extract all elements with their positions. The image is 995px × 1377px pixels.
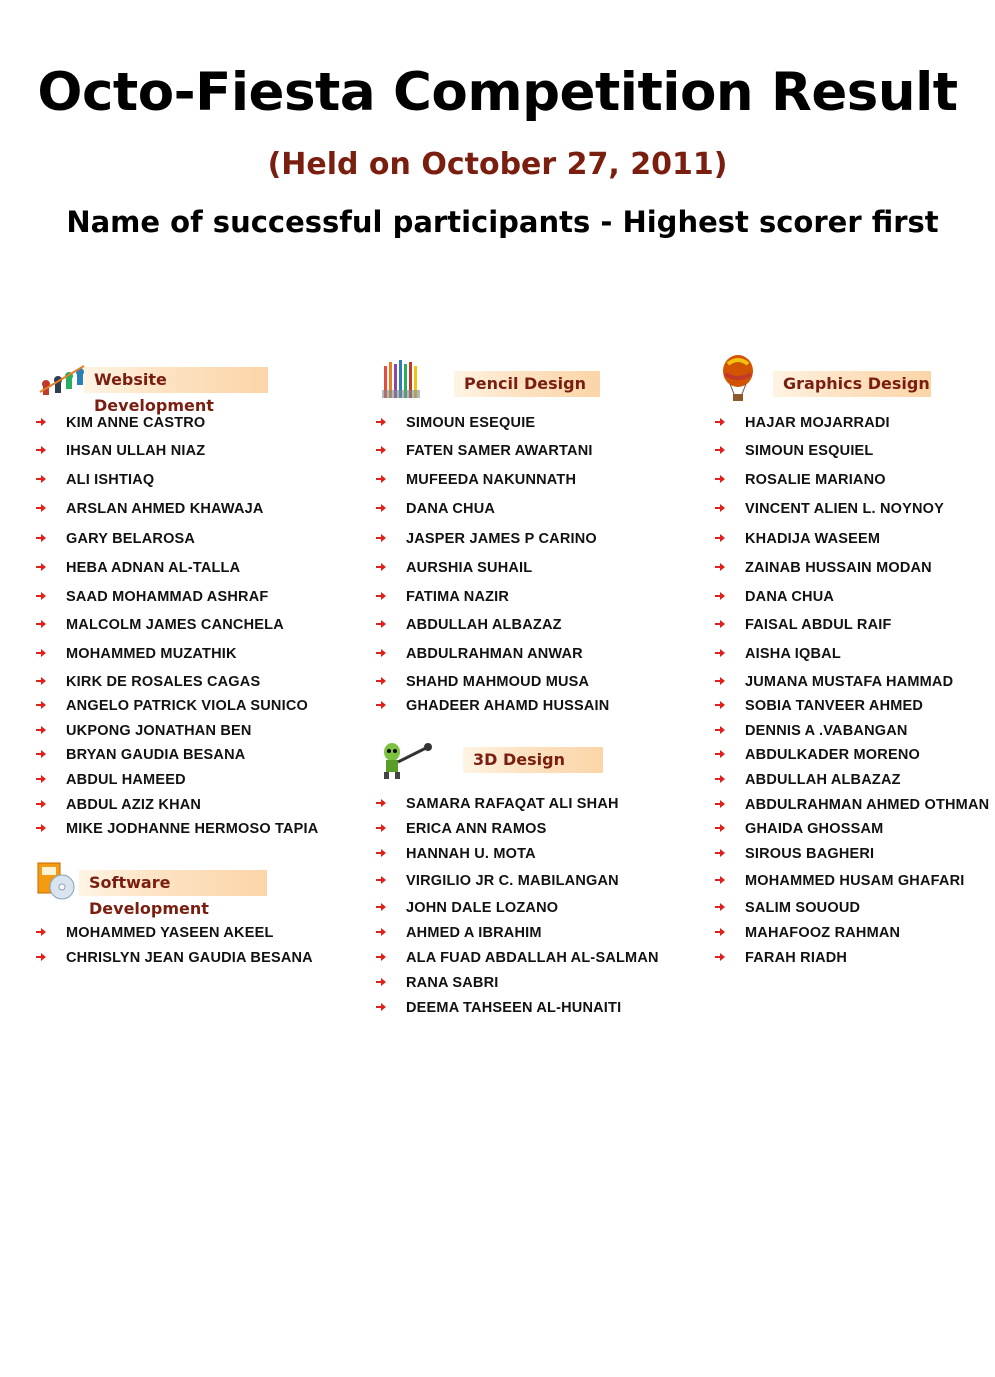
participant-name: CHRISLYN JEAN GAUDIA BESANA xyxy=(66,950,313,966)
arrow-bullet-icon xyxy=(36,799,46,809)
participant-name: SAAD MOHAMMAD ASHRAF xyxy=(66,589,269,605)
arrow-bullet-icon xyxy=(376,700,386,710)
arrow-bullet-icon xyxy=(715,799,725,809)
arrow-bullet-icon xyxy=(715,562,725,572)
page-subtitle: Name of successful participants - Highest scorer first xyxy=(66,205,939,239)
participant-name: ROSALIE MARIANO xyxy=(745,472,886,488)
arrow-bullet-icon xyxy=(715,648,725,658)
participant-name: MUFEEDA NAKUNNATH xyxy=(406,472,577,488)
participant-name: MALCOLM JAMES CANCHELA xyxy=(66,617,284,633)
arrow-bullet-icon xyxy=(36,503,46,513)
participant-name: MOHAMMED HUSAM GHAFARI xyxy=(745,873,965,889)
section-label: Software Development xyxy=(89,873,209,918)
section-header xyxy=(84,367,268,415)
arrow-bullet-icon xyxy=(376,474,386,484)
arrow-bullet-icon xyxy=(715,591,725,601)
section-header xyxy=(773,371,931,397)
participant-name: ERICA ANN RAMOS xyxy=(406,821,547,837)
section-label: Pencil Design xyxy=(464,374,586,393)
arrow-bullet-icon xyxy=(36,445,46,455)
participant-name: ABDULLAH ALBAZAZ xyxy=(745,772,901,788)
participant-name: ZAINAB HUSSAIN MODAN xyxy=(745,560,932,576)
arrow-bullet-icon xyxy=(36,676,46,686)
section-label: 3D Design xyxy=(473,750,565,769)
software-box-icon xyxy=(36,861,82,901)
pencils-icon xyxy=(380,358,424,400)
arrow-bullet-icon xyxy=(376,798,386,808)
participant-name: GARY BELAROSA xyxy=(66,531,196,547)
arrow-bullet-icon xyxy=(36,823,46,833)
arrow-bullet-icon xyxy=(715,676,725,686)
arrow-bullet-icon xyxy=(36,927,46,937)
arrow-bullet-icon xyxy=(715,774,725,784)
arrow-bullet-icon xyxy=(715,749,725,759)
arrow-bullet-icon xyxy=(376,1002,386,1012)
participant-name: SIMOUN ESQUIEL xyxy=(745,443,874,459)
participant-name: HEBA ADNAN AL-TALLA xyxy=(66,560,241,576)
participant-name: JOHN DALE LOZANO xyxy=(406,900,559,916)
arrow-bullet-icon xyxy=(715,503,725,513)
arrow-bullet-icon xyxy=(36,533,46,543)
participant-name: VINCENT ALIEN L. NOYNOY xyxy=(745,501,945,517)
participant-name: BRYAN GAUDIA BESANA xyxy=(66,747,246,763)
participant-name: FATEN SAMER AWARTANI xyxy=(406,443,593,459)
arrow-bullet-icon xyxy=(36,700,46,710)
arrow-bullet-icon xyxy=(715,902,725,912)
participant-name: MAHAFOOZ RAHMAN xyxy=(745,925,901,941)
arrow-bullet-icon xyxy=(376,823,386,833)
arrow-bullet-icon xyxy=(376,445,386,455)
participant-name: IHSAN ULLAH NIAZ xyxy=(66,443,206,459)
arrow-bullet-icon xyxy=(715,417,725,427)
participant-name: MIKE JODHANNE HERMOSO TAPIA xyxy=(66,821,319,837)
participant-name: VIRGILIO JR C. MABILANGAN xyxy=(406,873,619,889)
arrow-bullet-icon xyxy=(36,774,46,784)
arrow-bullet-icon xyxy=(376,648,386,658)
section-header xyxy=(454,371,600,397)
arrow-bullet-icon xyxy=(376,562,386,572)
arrow-bullet-icon xyxy=(376,927,386,937)
arrow-bullet-icon xyxy=(36,474,46,484)
arrow-bullet-icon xyxy=(376,417,386,427)
participant-name: KIRK DE ROSALES CAGAS xyxy=(66,674,261,690)
participant-name: ABDULRAHMAN ANWAR xyxy=(406,646,583,662)
arrow-bullet-icon xyxy=(36,952,46,962)
participant-name: SIROUS BAGHERI xyxy=(745,846,875,862)
arrow-bullet-icon xyxy=(36,591,46,601)
participant-name: ABDUL AZIZ KHAN xyxy=(66,797,202,813)
arrow-bullet-icon xyxy=(376,591,386,601)
arrow-bullet-icon xyxy=(36,562,46,572)
arrow-bullet-icon xyxy=(376,503,386,513)
participant-name: DENNIS A .VABANGAN xyxy=(745,723,908,739)
participant-name: SHAHD MAHMOUD MUSA xyxy=(406,674,590,690)
participant-name: AURSHIA SUHAIL xyxy=(406,560,533,576)
participant-name: JUMANA MUSTAFA HAMMAD xyxy=(745,674,954,690)
arrow-bullet-icon xyxy=(715,725,725,735)
arrow-bullet-icon xyxy=(715,474,725,484)
participant-name: RANA SABRI xyxy=(406,975,499,991)
section-label: Graphics Design xyxy=(783,374,930,393)
people-arrows-icon xyxy=(38,362,90,396)
participant-name: ALA FUAD ABDALLAH AL-SALMAN xyxy=(406,950,659,966)
event-date: (Held on October 27, 2011) xyxy=(267,147,728,182)
arrow-bullet-icon xyxy=(715,848,725,858)
participant-name: ARSLAN AHMED KHAWAJA xyxy=(66,501,264,517)
participant-name: ALI ISHTIAQ xyxy=(66,472,155,488)
participant-name: KHADIJA WASEEM xyxy=(745,531,881,547)
hot-air-balloon-icon xyxy=(720,354,760,404)
arrow-bullet-icon xyxy=(715,533,725,543)
participant-name: UKPONG JONATHAN BEN xyxy=(66,723,252,739)
participant-name: HAJAR MOJARRADI xyxy=(745,415,890,431)
arrow-bullet-icon xyxy=(376,619,386,629)
participant-name: GHADEER AHAMD HUSSAIN xyxy=(406,698,610,714)
arrow-bullet-icon xyxy=(36,619,46,629)
arrow-bullet-icon xyxy=(715,875,725,885)
participant-name: AISHA IQBAL xyxy=(745,646,841,662)
participant-name: ABDULKADER MORENO xyxy=(745,747,920,763)
arrow-bullet-icon xyxy=(715,823,725,833)
participant-name: HANNAH U. MOTA xyxy=(406,846,536,862)
arrow-bullet-icon xyxy=(376,533,386,543)
arrow-bullet-icon xyxy=(715,619,725,629)
arrow-bullet-icon xyxy=(715,700,725,710)
arrow-bullet-icon xyxy=(376,848,386,858)
arrow-bullet-icon xyxy=(36,725,46,735)
arrow-bullet-icon xyxy=(36,417,46,427)
participant-name: ABDULRAHMAN AHMED OTHMAN xyxy=(745,797,990,813)
participant-name: SOBIA TANVEER AHMED xyxy=(745,698,924,714)
participant-name: SAMARA RAFAQAT ALI SHAH xyxy=(406,796,619,812)
arrow-bullet-icon xyxy=(36,749,46,759)
section-label: Website Development xyxy=(94,370,214,415)
participant-name: SIMOUN ESEQUIE xyxy=(406,415,536,431)
participant-name: FARAH RIADH xyxy=(745,950,848,966)
arrow-bullet-icon xyxy=(715,927,725,937)
arrow-bullet-icon xyxy=(715,952,725,962)
participant-name: GHAIDA GHOSSAM xyxy=(745,821,884,837)
arrow-bullet-icon xyxy=(36,648,46,658)
participant-name: DANA CHUA xyxy=(406,501,496,517)
alien-figure-icon xyxy=(378,740,436,780)
participant-name: MOHAMMED YASEEN AKEEL xyxy=(66,925,274,941)
page-title: Octo-Fiesta Competition Result xyxy=(37,62,958,123)
arrow-bullet-icon xyxy=(376,977,386,987)
participant-name: DANA CHUA xyxy=(745,589,835,605)
participant-name: ABDUL HAMEED xyxy=(66,772,186,788)
arrow-bullet-icon xyxy=(376,676,386,686)
arrow-bullet-icon xyxy=(376,902,386,912)
participant-name: SALIM SOUOUD xyxy=(745,900,861,916)
participant-name: ANGELO PATRICK VIOLA SUNICO xyxy=(66,698,308,714)
participant-name: AHMED A IBRAHIM xyxy=(406,925,542,941)
section-header xyxy=(463,747,603,773)
participant-name: FAISAL ABDUL RAIF xyxy=(745,617,892,633)
participant-name: ABDULLAH ALBAZAZ xyxy=(406,617,562,633)
section-header xyxy=(79,870,267,918)
participant-name: MOHAMMED MUZATHIK xyxy=(66,646,237,662)
arrow-bullet-icon xyxy=(376,875,386,885)
participant-name: KIM ANNE CASTRO xyxy=(66,415,206,431)
arrow-bullet-icon xyxy=(715,445,725,455)
participant-name: JASPER JAMES P CARINO xyxy=(406,531,597,547)
arrow-bullet-icon xyxy=(376,952,386,962)
participant-name: DEEMA TAHSEEN AL-HUNAITI xyxy=(406,1000,622,1016)
participant-name: FATIMA NAZIR xyxy=(406,589,510,605)
